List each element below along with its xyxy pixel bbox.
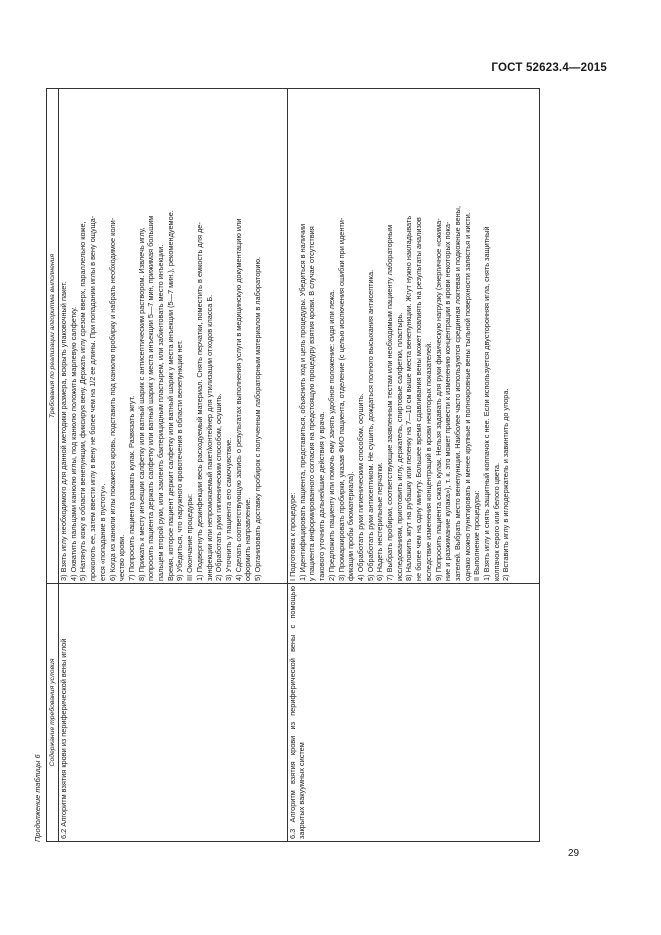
requirement-line: колпачок серого или белого цвета.: [491, 462, 501, 581]
requirement-line: чество крови.: [117, 534, 127, 581]
requirement-line: не более чем на одну минуту. Большее время сдавливания вены может повлиять на результаты анализов: [414, 217, 424, 581]
rotated-content: [30, 88, 540, 842]
requirements-cell: [59, 89, 288, 584]
requirement-line: III Окончание процедуры:: [185, 494, 195, 581]
requirement-line: 5) Натянуть кожу в области венепункции, фиксируя вену. Держать иглу срезом вверх, параллельно коже,: [78, 221, 88, 581]
requirements-table: [46, 88, 540, 842]
rotated-table-area: [30, 88, 540, 842]
requirement-line: 6) Надеть нестерильные перчатки.: [375, 462, 385, 581]
requirement-line: зателей. Выбрать место венепункции. Наиболее часто используются срединная локтевая и подкожные вены,: [452, 205, 462, 581]
requirement-line: 6) Когда из канюли иглы покажется кровь, подставить под канюлю пробирку и набрать необходимое коли-: [107, 217, 117, 581]
requirement-line: 4) Обработать руки гигиеническим способом, осушить.: [355, 393, 365, 581]
requirement-line: у пациента информированного согласия на предстоящую процедуру взятия крови. В случае отсутствия: [307, 226, 317, 581]
requirements-lines: [59, 91, 263, 581]
table-row: [288, 89, 540, 842]
requirements-cell: [288, 89, 540, 584]
requirement-line: вследствие изменения концентраций в крови некоторых показателей.: [423, 341, 433, 581]
requirement-line: пальцем второй руки, или заклеить бактерицидным пластырем, или забинтовать место инъекции.: [156, 244, 166, 581]
requirement-line: фикации пробы биоматериала).: [346, 471, 356, 581]
requirement-line: 2) Обработать руки гигиеническим способом, осушить.: [214, 393, 224, 581]
page-number: 29: [568, 848, 580, 859]
requirement-line: 4) Охватить пальцами канюлю иглы, под канюлю положить марлевую салфетку.: [68, 306, 78, 581]
requirement-line: 5) Обработать руки антисептиком. Не сушить, дождаться полного высыхания антисептика.: [365, 269, 375, 581]
requirement-line: 1) Взять иглу и снять защитный колпачок с нее. Если используется двусторонняя игла, снять защитный: [482, 226, 492, 581]
requirement-line: 3) Промаркировать пробирки, указав ФИО пациента, отделение (с целью исключения ошибки при иденти-: [336, 217, 346, 581]
column-header-requirements: Требования по реализации алгоритма выполнения: [47, 89, 59, 584]
table-header-row: [47, 89, 59, 842]
requirement-line: 8) Наложить жгут на рубашку или пеленку на 7—10 см выше места венепункции. Жгут нужно накладывать: [404, 215, 414, 581]
requirement-line: I Подготовка к процедуре:: [288, 492, 297, 581]
requirement-line: 2) Вставить иглу в иглодержатель и завинтить до упора.: [501, 388, 511, 581]
requirement-line: 7) Выбрать пробирки, соответствующие заявленным тестам или необходимым пациенту лабораторным: [385, 224, 395, 581]
requirement-line: зинфекции или непромокаемый пакет/контейнер для утилизации отходов класса Б.: [204, 294, 214, 581]
condition-cell: [288, 583, 540, 841]
table-row: [59, 89, 288, 842]
requirement-line: 4) Сделать соответствующую запись о результатах выполнения услуги в медицинскую документацию или: [233, 218, 243, 581]
requirement-line: ется «попадание в пустоту».: [97, 483, 107, 581]
requirement-line: однако можно пунктировать и менее крупные и полнокровные вены тыльной поверхности запястья и кисти.: [462, 212, 472, 581]
requirement-line: Время, которое пациент держит салфетку или ватный шарик у места инъекции (5—7 мин.), рекомендуемое.: [165, 210, 175, 581]
condition-text: 6.2 Алгоритм взятия крови из периферической вены иглой: [59, 638, 68, 839]
requirement-line: 8) Прижать к месту инъекции салфетку или ватный шарик с антисептическим раствором. Извлечь иглу,: [136, 227, 146, 581]
requirement-line: 9) Попросить пациента сжать кулак. Нельзя задавать для руки физическую нагрузку (энергичное «сжима-: [433, 218, 443, 581]
requirement-line: 1) Идентифицировать пациента, представиться, объяснить ход и цель процедуры. Убедиться в наличии: [297, 223, 307, 581]
requirement-line: ние и разжимание кулака»), т. к. это может привести к изменению концентрации в крови некоторых пока-: [443, 221, 453, 581]
requirement-line: такового уточнить дальнейшие действия у врача.: [317, 411, 327, 581]
requirement-line: 5) Организовать доставку пробирок с полученным лабораторным материалом в лабораторию.: [253, 256, 263, 581]
document-code: ГОСТ 52623.4—2015: [491, 62, 607, 74]
condition-cell: [59, 583, 288, 841]
requirement-line: 1) Подвергнуть дезинфекции весь расходуемый материал. Снять перчатки, поместить в емкость для де-: [194, 222, 204, 581]
requirement-line: 3) Уточнить у пациента его самочувствие.: [223, 437, 233, 581]
requirement-line: проколоть ее, затем ввести иглу в вену не более чем на 1/2 ее длины. При попадании иглы в вену ощуща-: [88, 215, 98, 581]
requirement-line: 7) Попросить пациента разжать кулак. Развязать жгут.: [126, 395, 136, 581]
requirement-line: II Выполнение процедуры:: [472, 490, 482, 581]
requirements-lines: [288, 91, 511, 581]
table-caption: Продолжение таблицы 6: [33, 754, 42, 842]
requirement-line: 9) Убедиться, что наружного кровотечения в области венепункции нет.: [175, 340, 185, 581]
requirement-line: 3) Взять иглу необходимого для данной методики размера, вскрыть упаковочный пакет.: [59, 281, 68, 581]
column-header-condition: Содержание требования условия: [47, 583, 59, 841]
condition-text: 6.3 Алгоритм взятия крови из периферической вены с помощью закрытых вакуумных систем: [288, 585, 307, 839]
requirement-line: исследованиям, приготовить иглу, держатель, спиртовые салфетки, пластырь.: [394, 312, 404, 581]
requirement-line: 2) Предложить пациенту или помочь ему занять удобное положение: сидя или лежа.: [326, 289, 336, 581]
requirement-line: оформить направление.: [243, 497, 253, 581]
requirement-line: попросить пациента держать салфетку или ватный шарик у места инъекции 5—7 мин, прижимая большим: [146, 215, 156, 581]
